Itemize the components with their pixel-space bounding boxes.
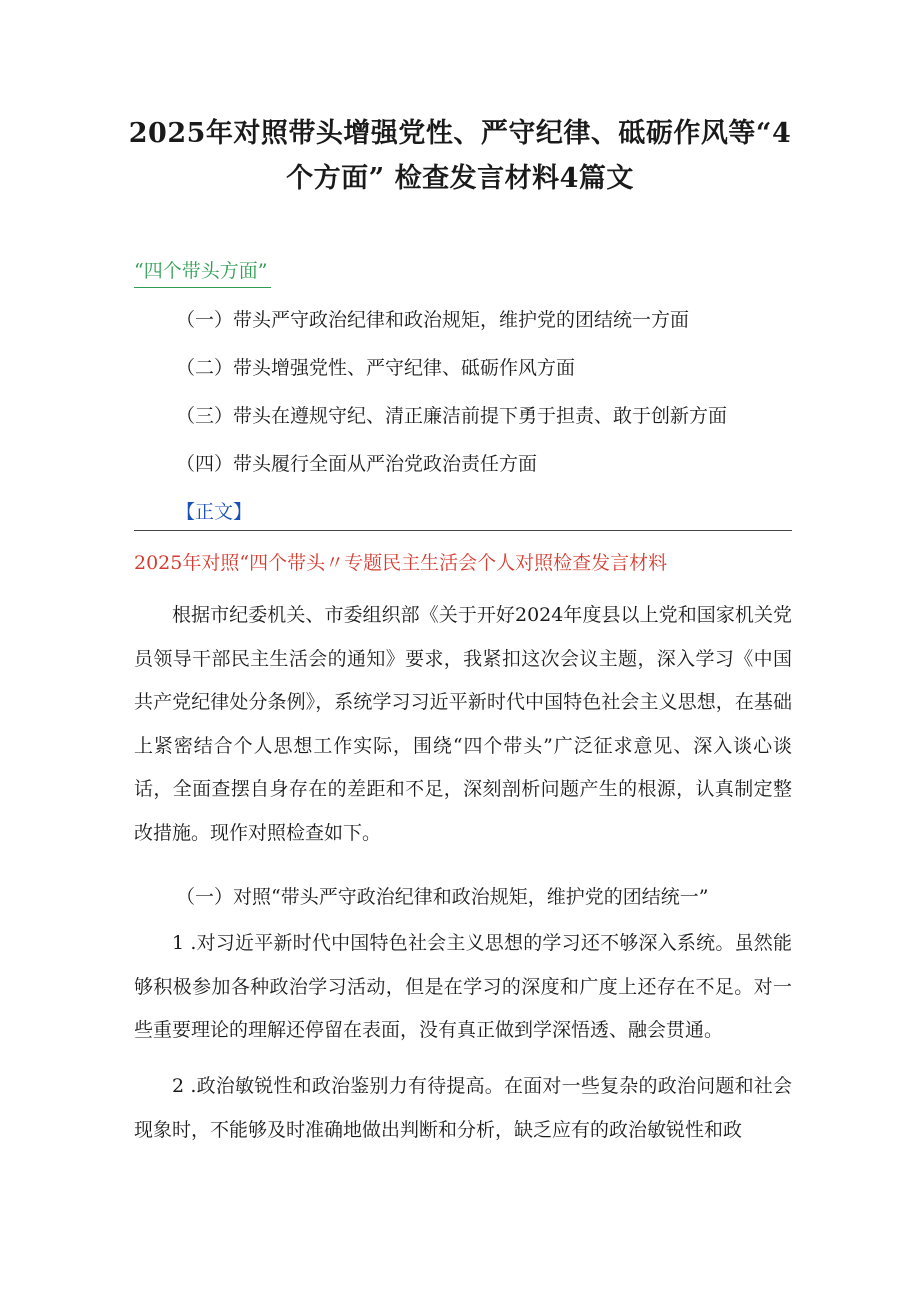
toc-item: （一）带头严守政治纪律和政治规矩，维护党的团结统一方面 bbox=[176, 309, 690, 331]
document-title-line-2: 个方面” 检查发言材料4篇文 bbox=[286, 163, 634, 194]
point-paragraph-1: 1 .对习近平新时代中国特色社会主义思想的学习还不够深入系统。虽然能够积极参加各种政治学习活动，但是在学习的深度和广度上还存在不足。对一些重要理论的理解还停留在表面，没有真正做到学深悟透、融会贯通。 bbox=[134, 932, 792, 1041]
section-heading: （一）对照“带头严守政治纪律和政治规矩，维护党的团结统一” bbox=[176, 886, 709, 908]
horizontal-divider bbox=[134, 530, 792, 531]
article-heading: 2025年对照“四个带头〃专题民主生活会个人对照检查发言材料 bbox=[134, 552, 668, 574]
intro-paragraph: 根据市纪委机关、市委组织部《关于开好2024年度县以上党和国家机关党员领导干部民主生活会的通知》要求，我紧扣这次会议主题，深入学习《中国共产党纪律处分条例》，系统学习习近平新时代中国特色社会主义思想，在基础上紧密结合个人思想工作实际，围绕“四个带头”广泛征求意见、深入谈心谈话，全面查摆自身存在的差距和不足，深刻剖析问题产生的根源，认真制定整改措施。现作对照检查如下。 bbox=[134, 604, 792, 844]
document-title-line-1: 2025年对照带头增强党性、严守纪律、砥砺作风等“4 bbox=[128, 118, 792, 149]
toc-heading-link[interactable]: “四个带头方面” bbox=[134, 256, 271, 288]
body-label: 【正文】 bbox=[176, 501, 253, 523]
point-paragraph-2: 2 .政治敏锐性和政治鉴别力有待提高。在面对一些复杂的政治问题和社会现象时，不能够及时准确地做出判断和分析，缺乏应有的政治敏锐性和政 bbox=[134, 1075, 792, 1141]
toc-item: （二）带头增强党性、严守纪律、砥砺作风方面 bbox=[176, 357, 576, 379]
toc-item: （四）带头履行全面从严治党政治责任方面 bbox=[176, 453, 538, 475]
toc-item: （三）带头在遵规守纪、清正廉洁前提下勇于担责、敢于创新方面 bbox=[176, 405, 728, 427]
